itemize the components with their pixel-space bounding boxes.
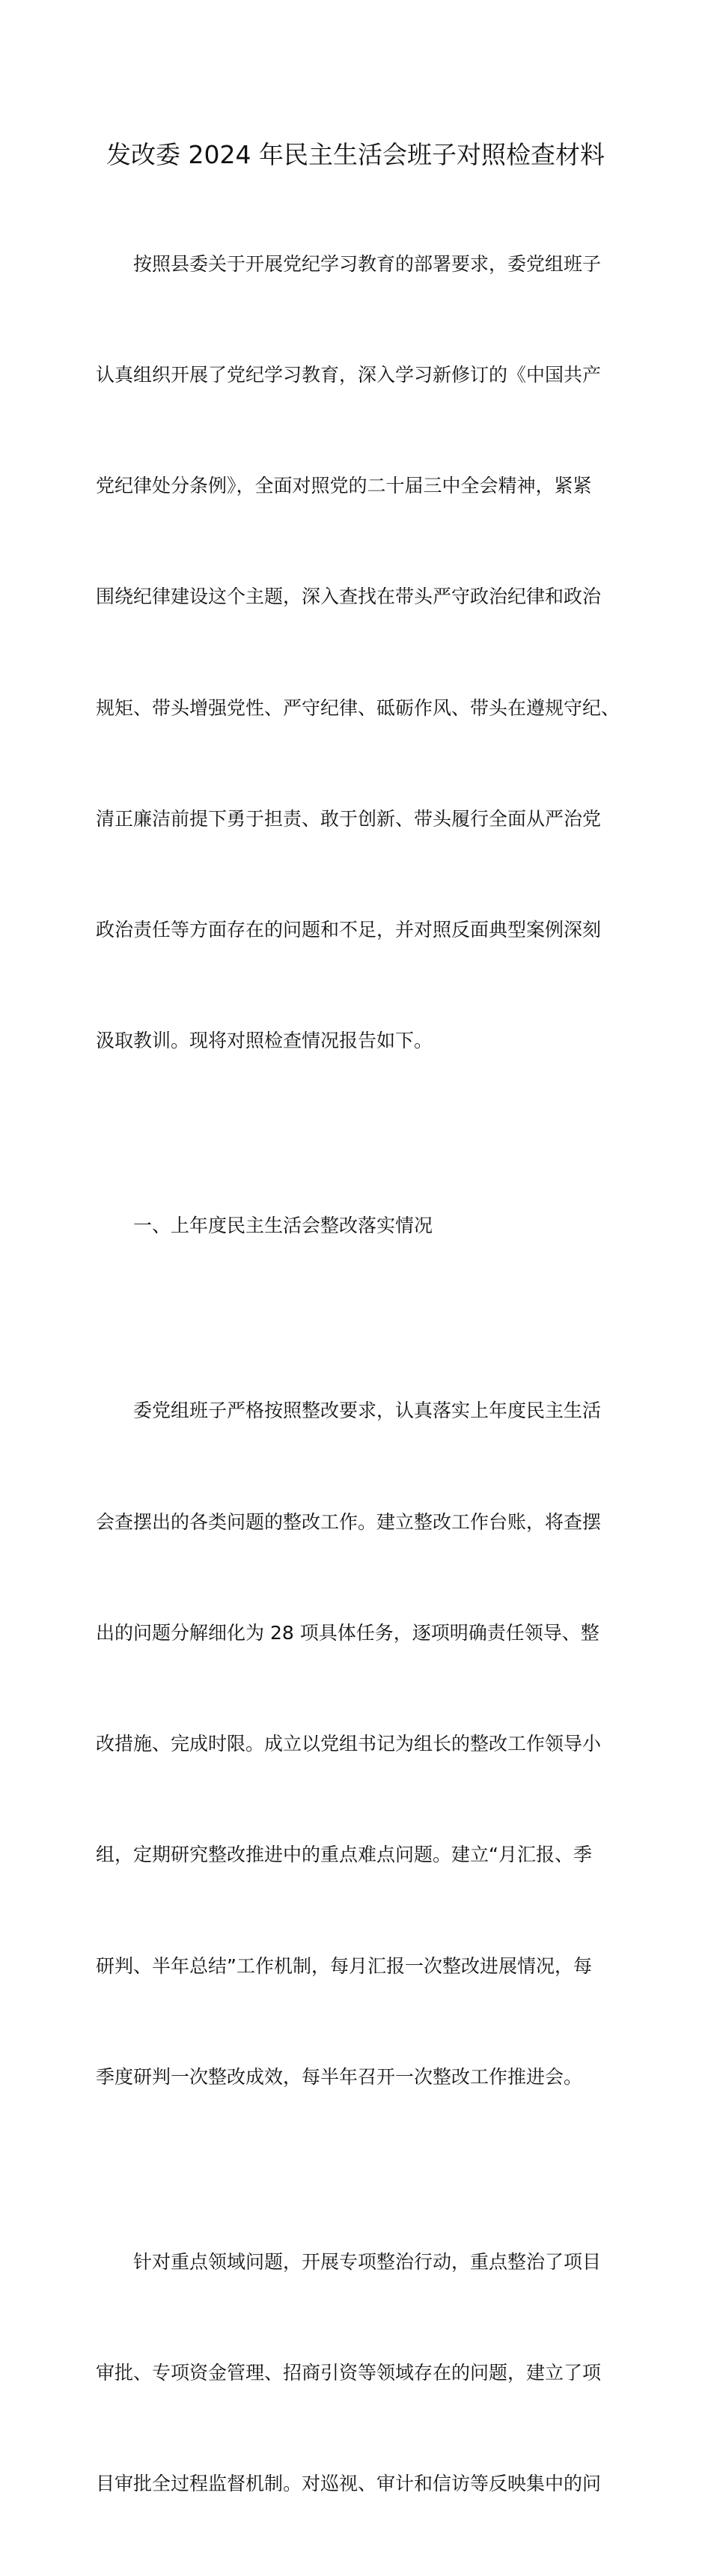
section-heading-text: 一、上年度民主生活会整改落实情况 [133, 1215, 433, 1237]
text-line: 会查摆出的各类问题的整改工作。建立整改工作台账，将查摆 [96, 1510, 602, 1533]
text-line: 汲取教训。现将对照检查情况报告如下。 [96, 1030, 433, 1052]
text-line: 改措施、完成时限。成立以党组书记为组长的整改工作领导小 [96, 1733, 602, 1755]
text-line: 围绕纪律建设这个主题，深入查找在带头严守政治纪律和政治 [96, 586, 602, 608]
paragraph-special-rectification [96, 2169, 636, 2576]
text-line: 目审批全过程监督机制。对巡视、审计和信访等反映集中的问 [96, 2473, 602, 2495]
text-line: 审批、专项资金管理、招商引资等领域存在的问题，建立了项 [96, 2361, 602, 2384]
text-line: 政治责任等方面存在的问题和不足，并对照反面典型案例深刻 [96, 919, 602, 941]
document-title: 发改委 2024 年民主生活会班子对照检查材料 [106, 140, 605, 169]
text-line: 组，定期研究整改推进中的重点难点问题。建立“月汇报、季 [96, 1844, 592, 1866]
paragraph-intro [96, 171, 636, 1134]
document-body [96, 171, 636, 2576]
text-line: 按照县委关于开展党纪学习教育的部署要求，委党组班子 [133, 252, 602, 275]
section-heading [96, 1134, 636, 1319]
text-line: 党纪律处分条例》，全面对照党的二十届三中全会精神，紧紧 [96, 475, 592, 497]
text-line: 针对重点领域问题，开展专项整治行动，重点整治了项目 [133, 2250, 602, 2273]
text-line: 认真组织开展了党纪学习教育，深入学习新修订的《中国共产 [96, 364, 602, 386]
text-line: 季度研判一次整改成效，每半年召开一次整改工作推进会。 [96, 2065, 583, 2088]
text-line: 研判、半年总结”工作机制，每月汇报一次整改进展情况，每 [96, 1954, 592, 1977]
text-line: 清正廉洁前提下勇于担责、敢于创新、带头履行全面从严治党 [96, 807, 602, 830]
paragraph-rectification [96, 1319, 636, 2169]
text-line: 规矩、带头增强党性、严守纪律、砥砺作风、带头在遵规守纪、 [96, 696, 620, 719]
text-line: 出的问题分解细化为 28 项具体任务，逐项明确责任领导、整 [96, 1621, 599, 1644]
text-line: 委党组班子严格按照整改要求，认真落实上年度民主生活 [133, 1400, 602, 1422]
